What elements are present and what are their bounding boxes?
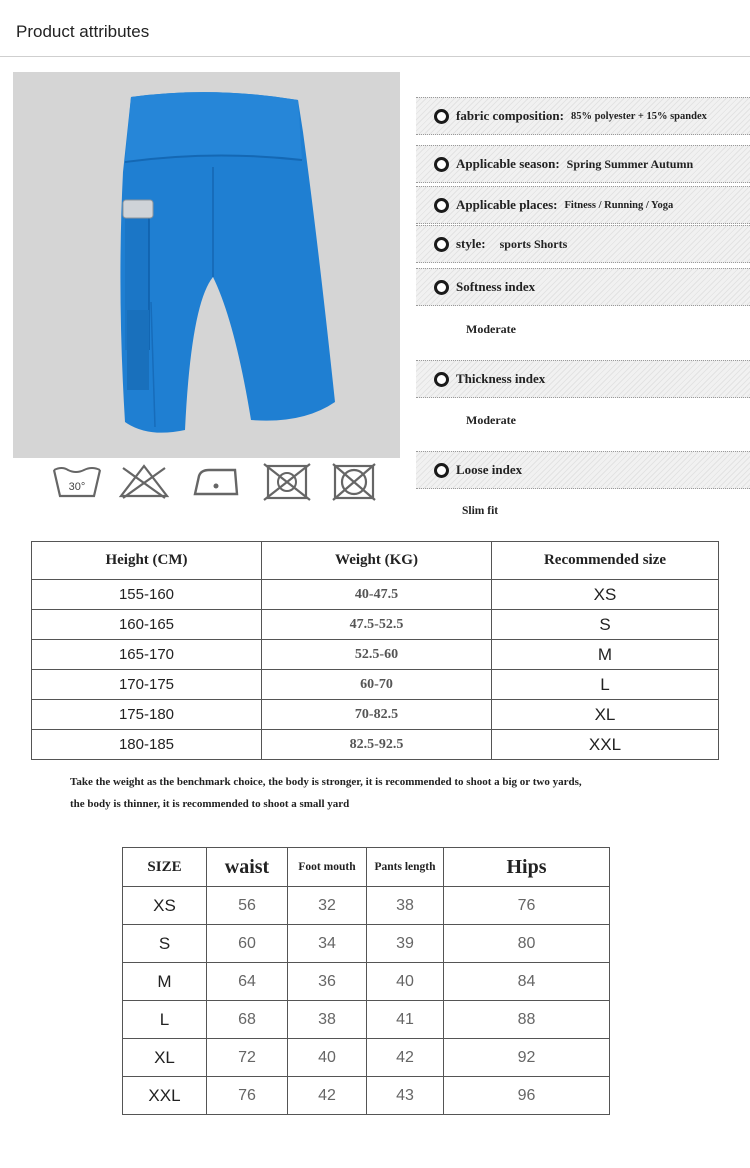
section-title: Product attributes: [16, 22, 150, 41]
size-measurement-table: [122, 847, 610, 1115]
attr-thickness-label: Thickness index: [456, 371, 546, 386]
svg-text:30°: 30°: [68, 481, 86, 493]
table-row: [32, 730, 719, 760]
cell-size: XL: [492, 700, 719, 730]
attr-season-label: Applicable season:: [456, 156, 560, 171]
attr-fabric: [416, 97, 750, 135]
cell-waist: 68: [207, 1001, 288, 1039]
table-row: [123, 887, 610, 925]
bullet-icon: [434, 109, 449, 124]
attr-loose-value: Slim fit: [462, 505, 499, 517]
cell-pants-length: 39: [367, 925, 444, 963]
cell-foot-mouth: 36: [288, 963, 367, 1001]
attr-places-value: Fitness / Running / Yoga: [564, 199, 674, 211]
attr-fabric-label: fabric composition:: [456, 108, 564, 123]
bullet-icon: [434, 463, 449, 478]
cell-weight: 82.5-92.5: [262, 730, 492, 760]
cell-pants-length: 43: [367, 1077, 444, 1115]
cell-height: 170-175: [32, 670, 262, 700]
cell-size: M: [492, 640, 719, 670]
table-row: [123, 963, 610, 1001]
table-row: [123, 1039, 610, 1077]
care-icons-row: [40, 460, 390, 506]
table-row: [32, 580, 719, 610]
cell-weight: 70-82.5: [262, 700, 492, 730]
attr-places: [416, 186, 750, 224]
cell-pants-length: 40: [367, 963, 444, 1001]
col-pants-length-header: Pants length: [367, 848, 444, 887]
bullet-icon: [434, 198, 449, 213]
cell-height: 155-160: [32, 580, 262, 610]
cell-size: L: [123, 1001, 207, 1039]
weight-size-table: [31, 541, 719, 760]
attr-season-value: Spring Summer Autumn: [566, 156, 694, 171]
cell-weight: 60-70: [262, 670, 492, 700]
table-header-row: [123, 848, 610, 887]
cell-height: 180-185: [32, 730, 262, 760]
cell-size: S: [492, 610, 719, 640]
cell-size: XXL: [123, 1077, 207, 1115]
attr-thickness: [416, 360, 750, 398]
cell-pants-length: 41: [367, 1001, 444, 1039]
no-dry-clean-icon: [327, 460, 381, 504]
no-bleach-icon: [117, 460, 171, 504]
title-divider: [0, 56, 750, 57]
cell-weight: 47.5-52.5: [262, 610, 492, 640]
table-header-row: [32, 542, 719, 580]
attr-loose: [416, 451, 750, 489]
attr-thickness-value: Moderate: [466, 413, 516, 427]
cell-weight: 52.5-60: [262, 640, 492, 670]
product-photo: [13, 72, 400, 458]
no-tumble-dry-icon: [260, 460, 314, 504]
cell-hips: 76: [444, 887, 610, 925]
attr-style-value: sports Shorts: [499, 236, 568, 251]
col-foot-mouth-header: Foot mouth: [288, 848, 367, 887]
col-height-header: Height (CM): [32, 542, 262, 580]
col-waist-header: waist: [207, 848, 288, 887]
cell-height: 165-170: [32, 640, 262, 670]
bullet-icon: [434, 280, 449, 295]
cell-waist: 60: [207, 925, 288, 963]
cell-hips: 84: [444, 963, 610, 1001]
table-row: [32, 670, 719, 700]
cell-hips: 92: [444, 1039, 610, 1077]
sizing-note-line1: Take the weight as the benchmark choice, the body is stronger, it is recommended to shoot a big or two yards,: [70, 776, 582, 788]
sizing-note-line2: the body is thinner, it is recommended to shoot a small yard: [70, 798, 350, 810]
table-row: [32, 640, 719, 670]
cell-waist: 64: [207, 963, 288, 1001]
cell-waist: 72: [207, 1039, 288, 1077]
bullet-icon: [434, 237, 449, 252]
cell-size: XS: [123, 887, 207, 925]
attr-places-label: Applicable places:: [456, 197, 558, 212]
cell-size: S: [123, 925, 207, 963]
attr-season: [416, 145, 750, 183]
attr-softness: [416, 268, 750, 306]
table-row: [123, 925, 610, 963]
cell-height: 160-165: [32, 610, 262, 640]
bullet-icon: [434, 372, 449, 387]
iron-low-icon: [189, 460, 243, 504]
cell-hips: 96: [444, 1077, 610, 1115]
cell-waist: 56: [207, 887, 288, 925]
attr-style: [416, 225, 750, 263]
table-row: [32, 700, 719, 730]
cell-foot-mouth: 42: [288, 1077, 367, 1115]
attr-loose-label: Loose index: [456, 462, 523, 477]
cell-pants-length: 42: [367, 1039, 444, 1077]
attr-softness-value: Moderate: [466, 322, 516, 336]
cell-size: L: [492, 670, 719, 700]
col-size-header: SIZE: [123, 848, 207, 887]
cell-foot-mouth: 32: [288, 887, 367, 925]
cell-hips: 88: [444, 1001, 610, 1039]
cell-hips: 80: [444, 925, 610, 963]
col-weight-header: Weight (KG): [262, 542, 492, 580]
attr-softness-label: Softness index: [456, 279, 536, 294]
bullet-icon: [434, 157, 449, 172]
wash-30-icon: [50, 460, 104, 504]
cell-foot-mouth: 34: [288, 925, 367, 963]
cell-height: 175-180: [32, 700, 262, 730]
table-row: [32, 610, 719, 640]
cell-size: XL: [123, 1039, 207, 1077]
col-size-header: Recommended size: [492, 542, 719, 580]
col-hips-header: Hips: [444, 848, 610, 887]
table-row: [123, 1001, 610, 1039]
cell-size: XXL: [492, 730, 719, 760]
cell-waist: 76: [207, 1077, 288, 1115]
cell-size: XS: [492, 580, 719, 610]
table-row: [123, 1077, 610, 1115]
cell-pants-length: 38: [367, 887, 444, 925]
cell-weight: 40-47.5: [262, 580, 492, 610]
attr-fabric-value: 85% polyester + 15% spandex: [570, 110, 707, 122]
cell-foot-mouth: 40: [288, 1039, 367, 1077]
cell-foot-mouth: 38: [288, 1001, 367, 1039]
attr-style-label: style:: [456, 236, 486, 251]
cell-size: M: [123, 963, 207, 1001]
